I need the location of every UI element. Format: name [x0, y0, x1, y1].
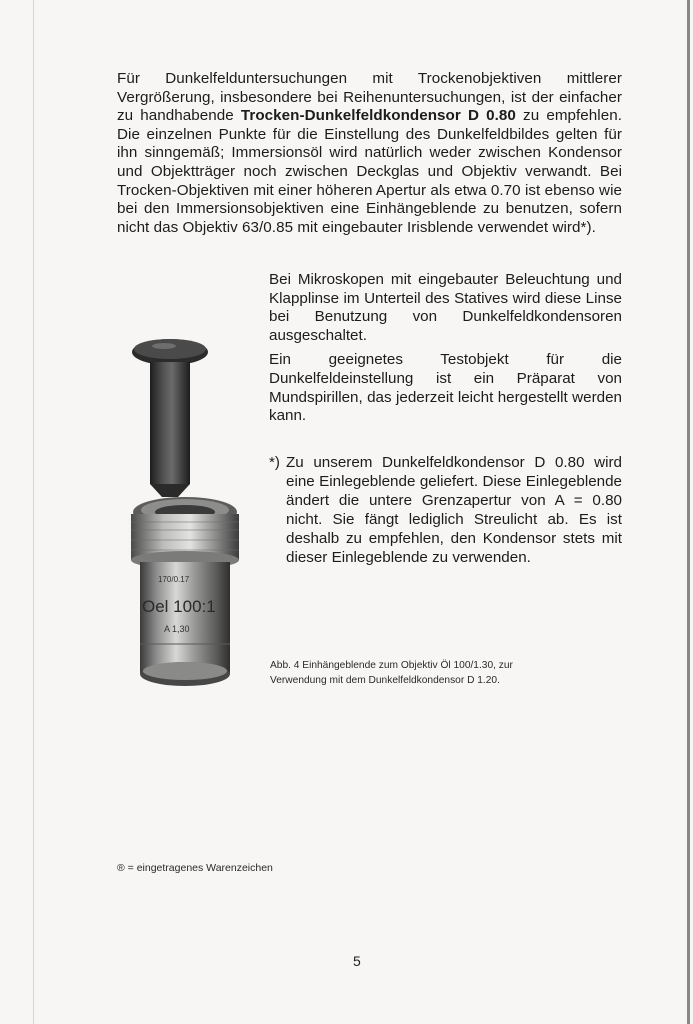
figure-caption: Abb. 4 Einhängeblende zum Objektiv Öl 100/1.30, zur Verwendung mit dem Dunkelfeldkondensor D 1.20.	[270, 660, 513, 686]
objective-illustration	[118, 332, 258, 694]
footnote-text: Zu unserem Dunkelfeldkondensor D 0.80 wird eine Einlegeblende geliefert. Diese Einlegeblende ändert die untere Grenzapertur von A = 0.80 nicht. Sie fängt lediglich Streulicht ab. Es ist deshalb zu empfehlen, den Kondensor stets mit dieser Einlegeblende zu verwenden.	[286, 454, 622, 566]
main-paragraph-text-after: zu empfehlen. Die einzelnen Punkte für die Einstellung des Dunkelfeldbildes gelten für ihn sinngemäß; Immersionsöl wird natürlich weder zwischen Kondensor und Objektträger noch zwischen Deckglas und Objektiv verwandt. Bei Trocken-Objektiven mit einer höheren Apertur als etwa 0.70 ist ebenso wie bei den Immersionsobjektiven eine Einhängeblende zu benutzen, sofern nicht das Objektiv 63/0.85 mit eingebauter Irisblende verwendet wird*).	[117, 107, 622, 236]
main-paragraph-text-before: Für Dunkelfelduntersuchungen mit Trockenobjektiven mittlerer Vergrößerung, insbesondere bei Reihenuntersuchungen, ist der einfacher zu handhabende	[117, 70, 622, 125]
engraving-main: Oel 100:1	[142, 597, 216, 616]
right-column	[269, 271, 622, 432]
footnote	[269, 453, 622, 567]
trademark-note: ® = eingetragenes Warenzeichen	[117, 862, 273, 874]
footnote-marker: *)	[269, 454, 280, 471]
figure-objective-photo	[118, 332, 258, 694]
stop-stem	[150, 362, 190, 484]
main-paragraph	[117, 70, 622, 237]
main-paragraph-bold-term: Trocken-Dunkelfeldkondensor D 0.80	[240, 107, 516, 125]
engraving-aperture: A 1,30	[164, 624, 190, 634]
page-number: 5	[353, 953, 361, 969]
paragraph-test-object: Ein geeignetes Testobjekt für die Dunkelfeldeinstellung ist ein Präparat von Mundspirillen, das jederzeit leicht hergestellt werden kann.	[269, 351, 622, 425]
page-edge-right	[687, 0, 690, 1024]
paragraph-illumination: Bei Mikroskopen mit eingebauter Beleuchtung und Klapplinse im Unterteil des Statives wird diese Linse bei Benutzung von Dunkelfeldkondensoren ausgeschaltet.	[269, 271, 622, 344]
engraving-serial: 170/0.17	[158, 575, 190, 584]
page-edge-left	[33, 0, 34, 1024]
